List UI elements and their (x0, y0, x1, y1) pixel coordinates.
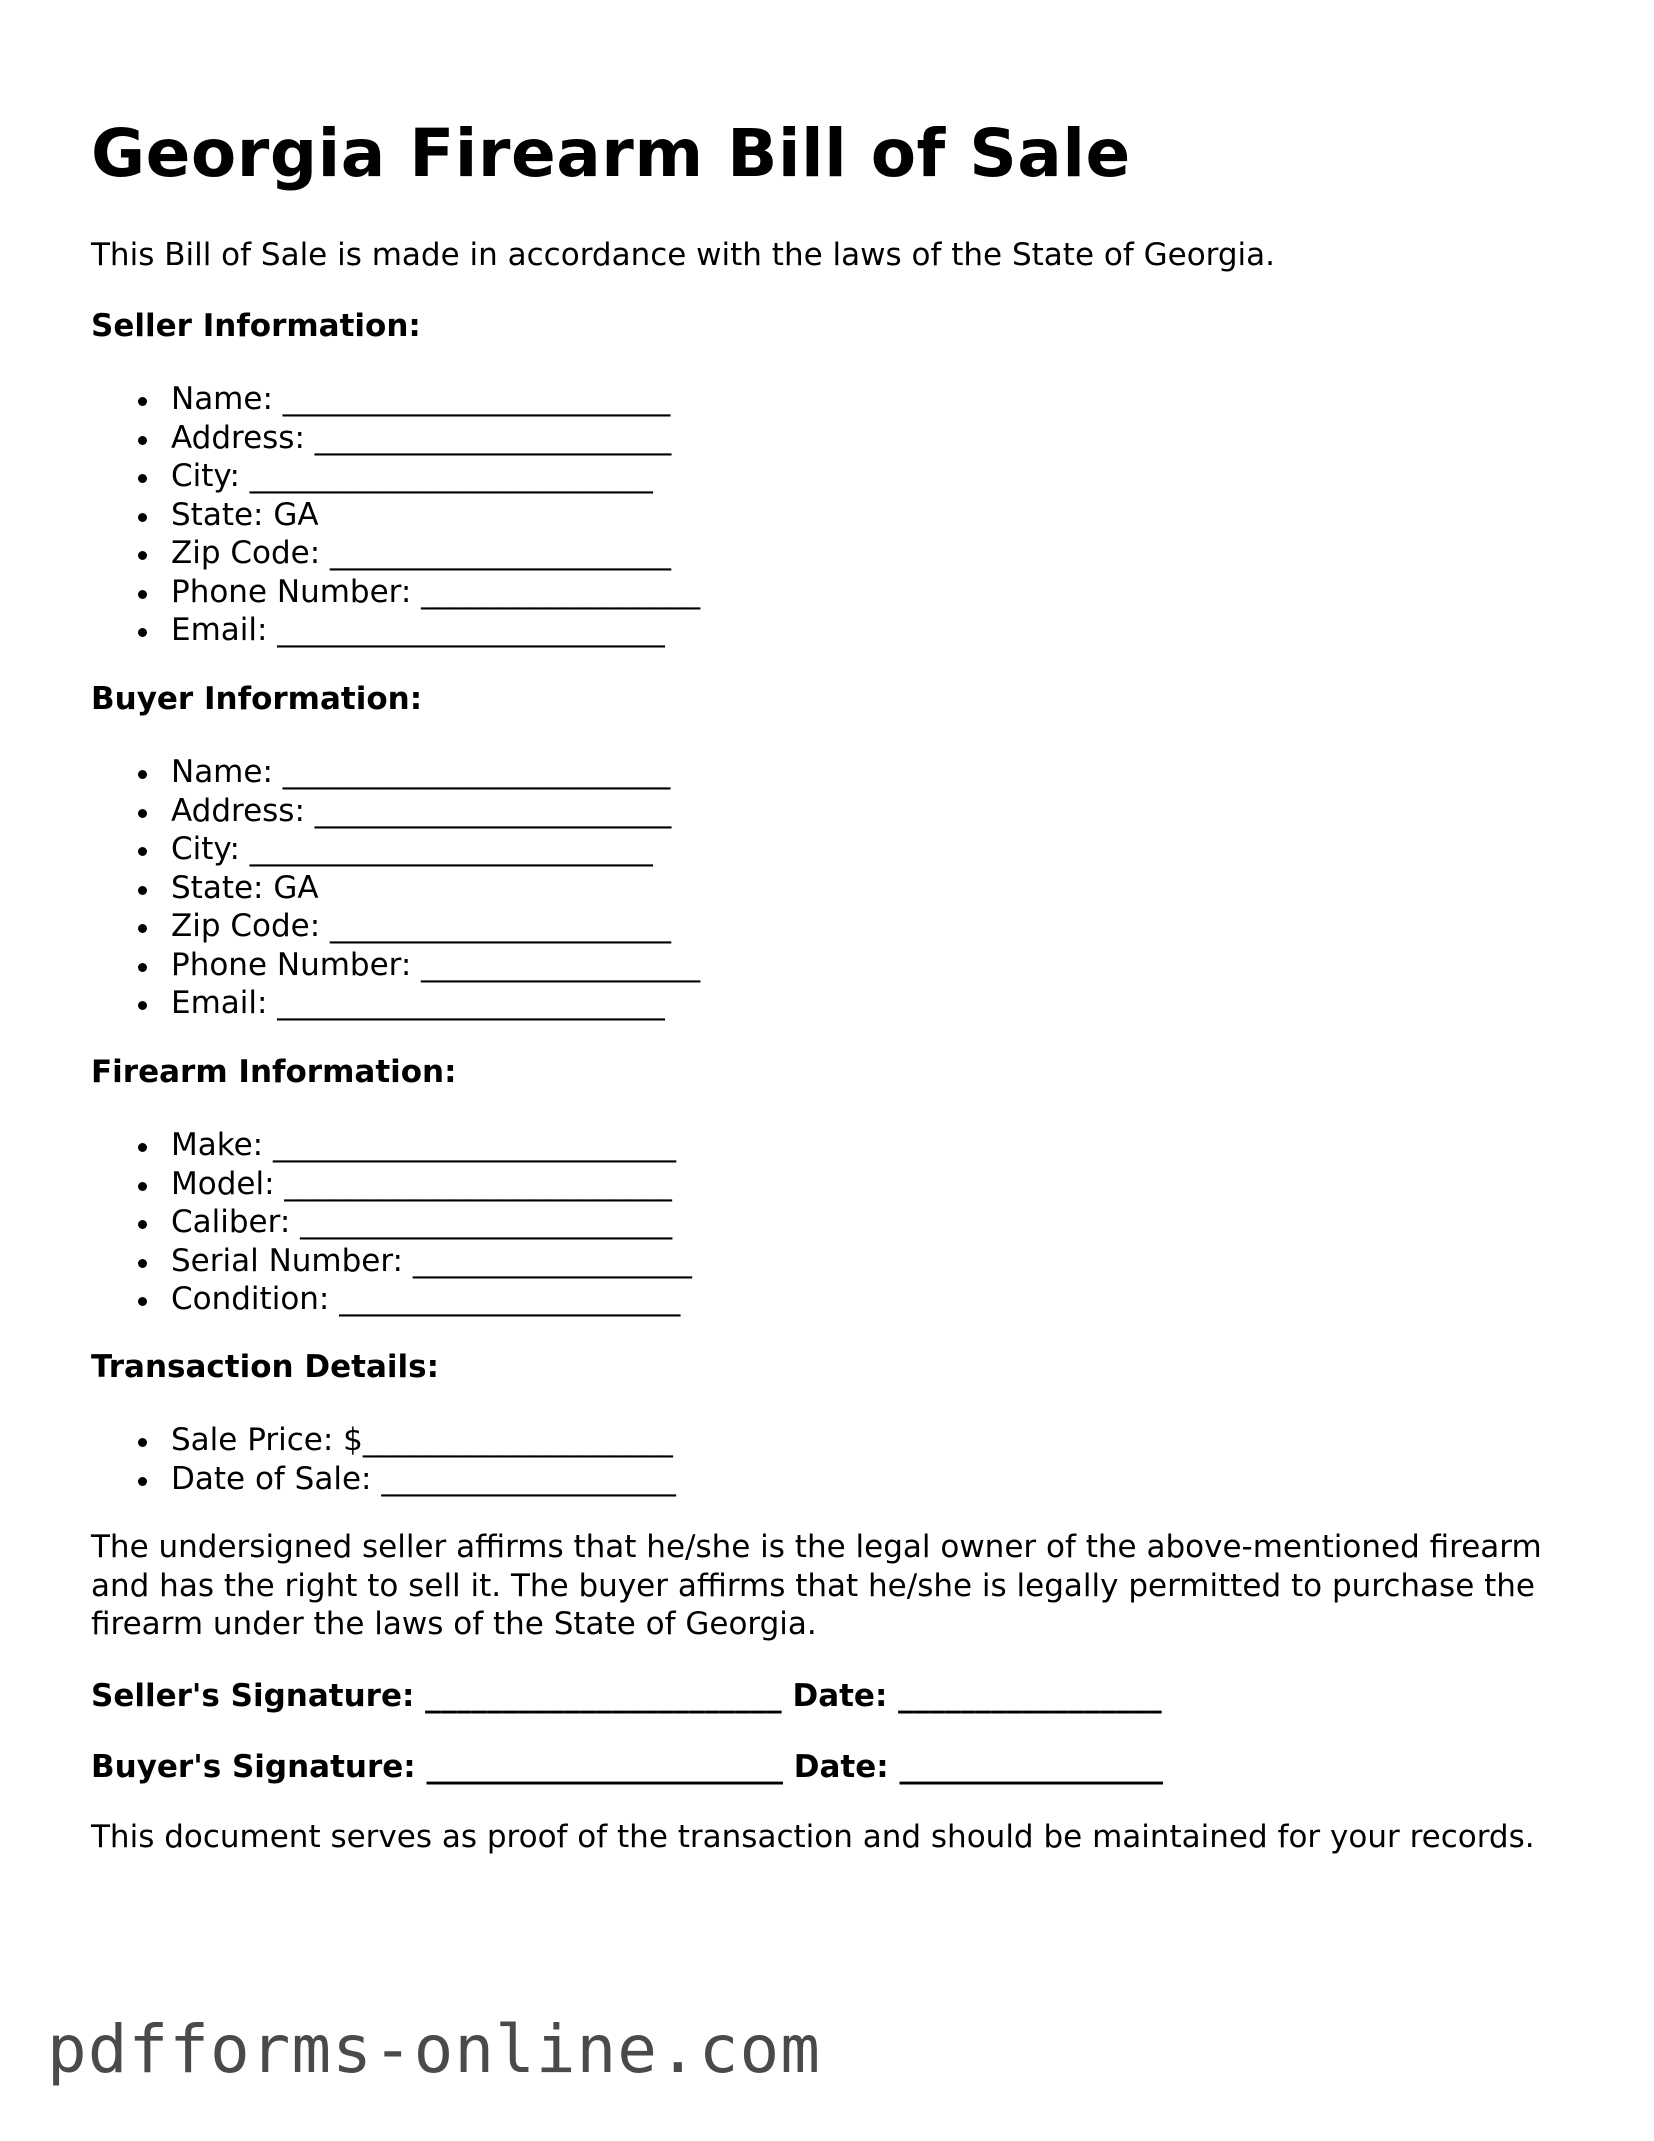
buyer-address-field[interactable]: Address: _______________________ (91, 792, 700, 831)
buyer-zip-field[interactable]: Zip Code: ______________________ (91, 907, 700, 946)
firearm-serial-field[interactable]: Serial Number: __________________ (91, 1242, 692, 1281)
page-title: Georgia Firearm Bill of Sale (91, 115, 1131, 192)
transaction-fields-list (91, 1421, 676, 1498)
firearm-fields-list (91, 1126, 692, 1319)
firearm-make-field[interactable]: Make: __________________________ (91, 1126, 692, 1165)
buyer-state-field: State: GA (91, 869, 700, 908)
seller-address-field[interactable]: Address: _______________________ (91, 419, 700, 458)
firearm-model-field[interactable]: Model: _________________________ (91, 1165, 692, 1204)
firearm-heading: Firearm Information: (91, 1054, 457, 1090)
firearm-condition-field[interactable]: Condition: ______________________ (91, 1280, 692, 1319)
affirmation-paragraph: The undersigned seller affirms that he/she is the legal owner of the above-mentioned firearm and has the right to sell it. The buyer affirms that he/she is legally permitted to purchase the firearm under the laws of the State of Georgia. (91, 1529, 1542, 1642)
seller-fields-list (91, 380, 700, 650)
seller-phone-field[interactable]: Phone Number: __________________ (91, 573, 700, 612)
date-of-sale-field[interactable]: Date of Sale: ___________________ (91, 1460, 676, 1499)
seller-name-field[interactable]: Name: _________________________ (91, 380, 700, 419)
firearm-caliber-field[interactable]: Caliber: ________________________ (91, 1203, 692, 1242)
seller-city-field[interactable]: City: __________________________ (91, 457, 700, 496)
seller-zip-field[interactable]: Zip Code: ______________________ (91, 534, 700, 573)
watermark-text: pdfforms-online.com (47, 2011, 821, 2088)
seller-signature-line[interactable]: Seller's Signature: _______________________ Date: _________________ (91, 1678, 1162, 1714)
buyer-email-field[interactable]: Email: _________________________ (91, 984, 700, 1023)
seller-email-field[interactable]: Email: _________________________ (91, 611, 700, 650)
transaction-heading: Transaction Details: (91, 1349, 439, 1385)
seller-heading: Seller Information: (91, 308, 421, 344)
closing-paragraph: This document serves as proof of the transaction and should be maintained for your records. (91, 1819, 1535, 1855)
seller-state-field: State: GA (91, 496, 700, 535)
intro-paragraph: This Bill of Sale is made in accordance with the laws of the State of Georgia. (91, 237, 1276, 273)
buyer-fields-list (91, 753, 700, 1023)
buyer-heading: Buyer Information: (91, 681, 423, 717)
buyer-name-field[interactable]: Name: _________________________ (91, 753, 700, 792)
buyer-phone-field[interactable]: Phone Number: __________________ (91, 946, 700, 985)
buyer-signature-line[interactable]: Buyer's Signature: _______________________ Date: _________________ (91, 1749, 1163, 1785)
buyer-city-field[interactable]: City: __________________________ (91, 830, 700, 869)
sale-price-field[interactable]: Sale Price: $____________________ (91, 1421, 676, 1460)
